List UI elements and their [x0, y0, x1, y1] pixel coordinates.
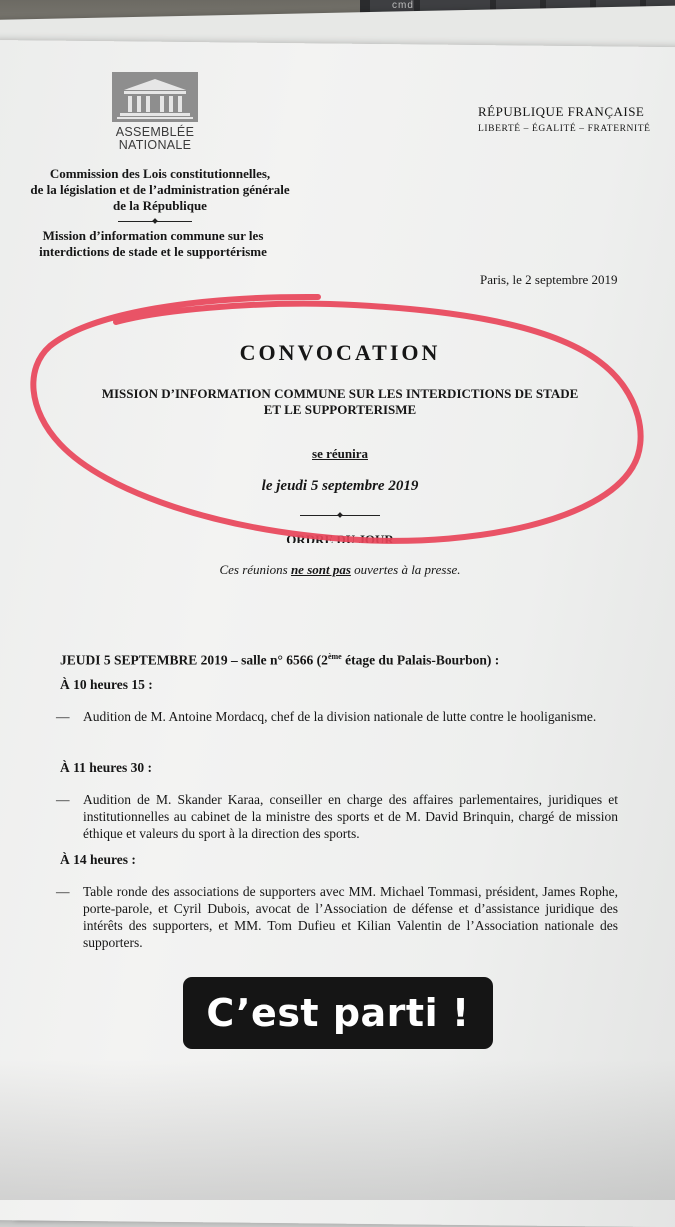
meeting-date: le jeudi 5 septembre 2019 [261, 478, 419, 494]
agenda-item [56, 708, 618, 725]
lower-shadow [0, 1060, 675, 1200]
slot-time: À 10 heures 15 : [60, 677, 153, 692]
mission-title-line: ET LE SUPPORTERISME [263, 402, 417, 417]
slot-time: À 11 heures 30 : [60, 760, 153, 775]
press-notice-text: ouvertes à la presse. [350, 562, 461, 577]
place-date: Paris, le 2 septembre 2019 [480, 272, 618, 287]
dash: — [56, 709, 70, 724]
se-reunira: se réunira [312, 446, 368, 461]
press-notice-text: Ces réunions [219, 562, 291, 577]
agenda-item [56, 791, 618, 842]
dash: — [56, 792, 70, 807]
mission-title [50, 386, 630, 418]
day-heading-sup: ème [327, 652, 342, 661]
mission-line: Mission d’information commune sur les [42, 228, 264, 243]
mission-name [28, 228, 278, 260]
dash: — [56, 884, 70, 899]
day-heading-text: JEUDI 5 SEPTEMBRE 2019 – salle n° 6566 (2 [60, 652, 328, 668]
commission-name [22, 166, 298, 214]
palais-bourbon-icon [112, 72, 198, 122]
mission-title-line: MISSION D’INFORMATION COMMUNE SUR LES INTERDICTIONS DE STADE [101, 386, 579, 401]
agenda-item-text: Audition de M. Antoine Mordacq, chef de la division nationale de lutte contre le hooliganisme. [83, 709, 597, 724]
agenda-item-text: Audition de M. Skander Karaa, conseiller en charge des affaires parlementaires, juridiques et institutionnelles au cabinet de la ministre des sports et de M. David Brinquin, chargé de mission éthique et valeurs du sport à la direction des sports. [83, 792, 618, 841]
agenda-day-heading [60, 652, 499, 669]
agenda-item [56, 883, 618, 951]
logo-text [108, 126, 202, 152]
logo-text-line: NATIONALE [118, 138, 192, 152]
republique-francaise: RÉPUBLIQUE FRANÇAISE [478, 104, 645, 119]
devise: LIBERTÉ – ÉGALITÉ – FRATERNITÉ [478, 124, 651, 134]
ordre-du-jour: ORDRE DU JOUR [286, 532, 394, 543]
press-notice-emphasis: ne sont pas [290, 562, 351, 577]
convocation-title: CONVOCATION [239, 340, 441, 365]
commission-line: de la législation et de l’administration générale [30, 182, 290, 197]
story-caption-sticker: C’est parti ! [183, 977, 493, 1049]
assemblee-nationale-logo [108, 72, 202, 152]
press-notice [140, 562, 540, 578]
keyboard-key-label: cmd [392, 0, 414, 11]
commission-line: Commission des Lois constitutionnelles, [49, 166, 271, 181]
agenda-item-text: Table ronde des associations de supporters avec MM. Michael Tommasi, président, James Rophe, porte-parole, et Cyril Dubois, avocat de l’Association de défense et d’assistance juridique des intérêts des supporters, et MM. Tom Dufieu et Kilian Valentin de l’Association nationale des supporters. [83, 884, 618, 950]
day-heading-text: étage du Palais-Bourbon) : [341, 652, 500, 668]
slot-time: À 14 heures : [60, 852, 136, 867]
logo-text-line: ASSEMBLÉE [115, 125, 195, 139]
commission-line: de la République [113, 198, 207, 213]
mission-line: interdictions de stade et le supportérisme [39, 244, 267, 259]
